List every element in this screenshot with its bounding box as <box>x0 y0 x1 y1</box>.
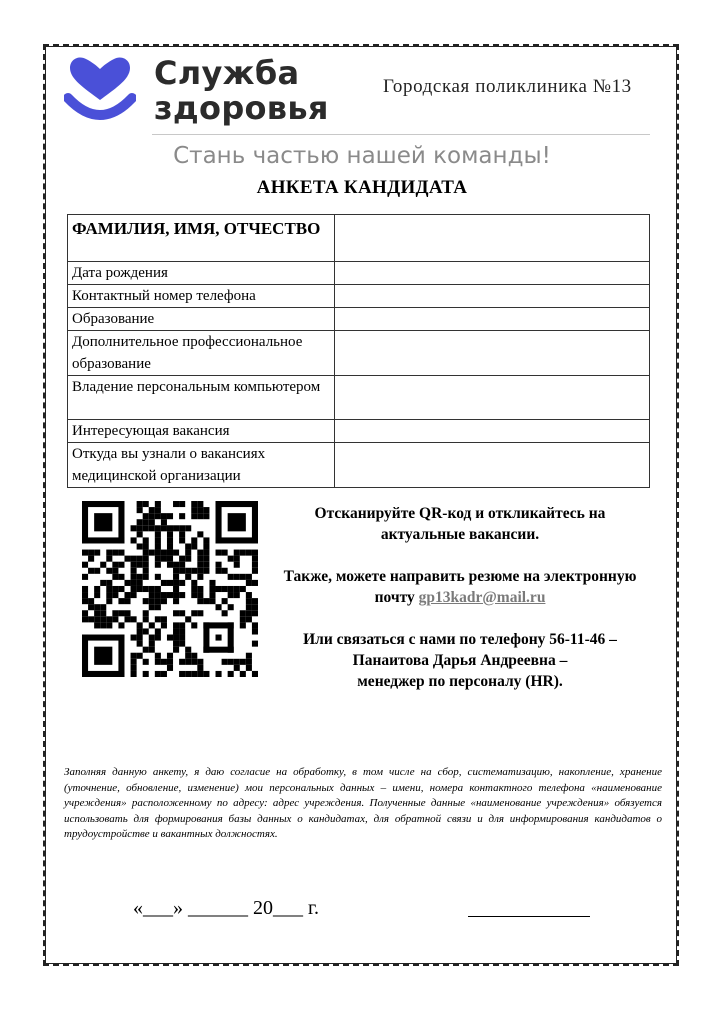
email-link[interactable]: gp13kadr@mail.ru <box>418 589 546 606</box>
field-label: Образование <box>68 308 335 331</box>
candidate-form-table <box>67 214 650 488</box>
field-value[interactable] <box>335 215 650 262</box>
table-row <box>68 443 650 488</box>
table-row <box>68 420 650 443</box>
form-title: АНКЕТА КАНДИДАТА <box>256 177 468 198</box>
manager-role: менеджер по персоналу (HR). <box>357 673 563 690</box>
slogan: Стань частью нашей команды! <box>173 143 551 169</box>
field-label: ФАМИЛИЯ, ИМЯ, ОТЧЕСТВО <box>68 215 335 262</box>
field-label: Интересующая вакансия <box>68 420 335 443</box>
scan-text: Отсканируйте QR-код и откликайтесь на актуальные вакансии. <box>314 505 606 543</box>
table-row <box>68 376 650 420</box>
qr-code[interactable] <box>82 501 258 677</box>
heart-smile-logo <box>64 56 136 122</box>
clinic-name: Городская поликлиника №13 <box>383 76 632 97</box>
field-value[interactable] <box>335 262 650 285</box>
date-line[interactable]: «___» ______ 20___ г. <box>133 897 319 919</box>
phone-text: Или связаться с нами по телефону 56-11-46 – <box>303 631 617 648</box>
brand-name <box>154 56 329 126</box>
field-value[interactable] <box>335 308 650 331</box>
field-value[interactable] <box>335 376 650 420</box>
brand-line-2: здоровья <box>154 89 329 127</box>
table-row <box>68 262 650 285</box>
field-value[interactable] <box>335 420 650 443</box>
consent-text: Заполняя данную анкету, я даю согласие на обработку, в том числе на сбор, систематизацию, накопление, хранение (уточнение, обновление, изменение) мои персональных данных – имени, номера контактного телефона «наименование учреждения» расположенному по адресу: адрес учреждения. Полученные данные «наименование учреждения» обязуется использовать для формирования базы данных о кандидатах, для обратной связи и для информирования кандидатов о трудоустройстве и вакантных должностях. <box>64 766 662 840</box>
manager-name: Панаитова Дарья Андреевна – <box>352 652 568 669</box>
field-label: Контактный номер телефона <box>68 285 335 308</box>
table-row <box>68 285 650 308</box>
field-value[interactable] <box>335 285 650 308</box>
contact-info <box>280 503 640 692</box>
brand-line-1: Служба <box>154 54 300 92</box>
field-label: Откуда вы узнали о вакансиях медицинской организации <box>68 443 335 488</box>
table-row <box>68 308 650 331</box>
email-paragraph <box>280 566 640 608</box>
field-value[interactable] <box>335 443 650 488</box>
signature-line[interactable] <box>468 916 590 917</box>
field-value[interactable] <box>335 331 650 376</box>
field-label: Владение персональным компьютером <box>68 376 335 420</box>
table-row <box>68 331 650 376</box>
field-label: Дополнительное профессиональное образование <box>68 331 335 376</box>
header-divider <box>152 134 650 135</box>
email-text: Также, можете направить резюме на электронную почту <box>283 568 637 606</box>
table-row <box>68 215 650 262</box>
field-label: Дата рождения <box>68 262 335 285</box>
